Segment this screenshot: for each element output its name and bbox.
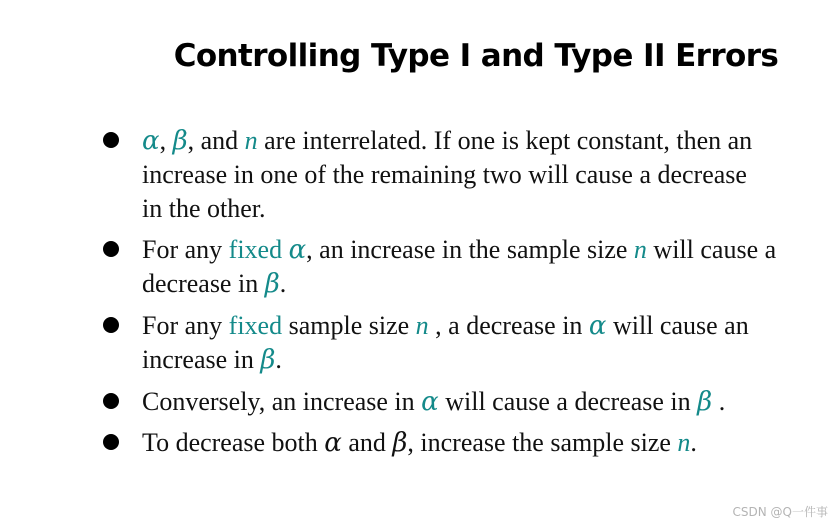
bullet-1-line-1: α, β, and n are interrelated. If one is kept constant, then an — [142, 126, 753, 156]
watermark: CSDN @Q一件事 — [732, 505, 828, 519]
alpha-symbol: α — [421, 387, 439, 417]
alpha-symbol: α — [588, 311, 607, 341]
bullet-2-line-2: decrease in β. — [142, 269, 287, 299]
n-symbol: n — [633, 235, 647, 264]
fixed-term: fixed — [228, 311, 283, 340]
beta-symbol: β — [172, 126, 188, 156]
alpha-symbol: α — [142, 126, 160, 156]
n-symbol: n — [677, 428, 691, 457]
beta-symbol: β — [260, 345, 276, 375]
bullet-dot — [103, 393, 119, 409]
bullet-3-line-1: For any fixed sample size n , a decrease in α will cause an — [142, 311, 749, 341]
bullet-dot — [103, 241, 119, 257]
fixed-term: fixed — [228, 235, 283, 264]
beta-symbol: β — [392, 428, 408, 458]
beta-symbol: β — [264, 269, 280, 299]
slide-title: Controlling Type I and Type II Errors — [173, 38, 779, 74]
bullet-4-line-1: Conversely, an increase in α will cause a decrease in β . — [142, 387, 726, 417]
alpha-symbol: α — [324, 428, 342, 458]
n-symbol: n — [415, 311, 429, 340]
n-symbol: n — [244, 126, 258, 155]
bullet-5-line-1: To decrease both α and β, increase the sample size n. — [142, 428, 697, 458]
bullet-dot — [103, 434, 119, 450]
bullet-dot — [103, 132, 119, 148]
bullet-2-line-1: For any fixed α, an increase in the sample size n will cause a — [142, 235, 777, 265]
alpha-symbol: α — [288, 235, 307, 265]
bullet-dot — [103, 317, 119, 333]
bullet-1-line-3: in the other. — [142, 194, 266, 223]
bullet-3-line-2: increase in β. — [142, 345, 282, 375]
beta-symbol: β — [697, 387, 713, 417]
bullet-1-line-2: increase in one of the remaining two will cause a decrease — [142, 160, 747, 189]
